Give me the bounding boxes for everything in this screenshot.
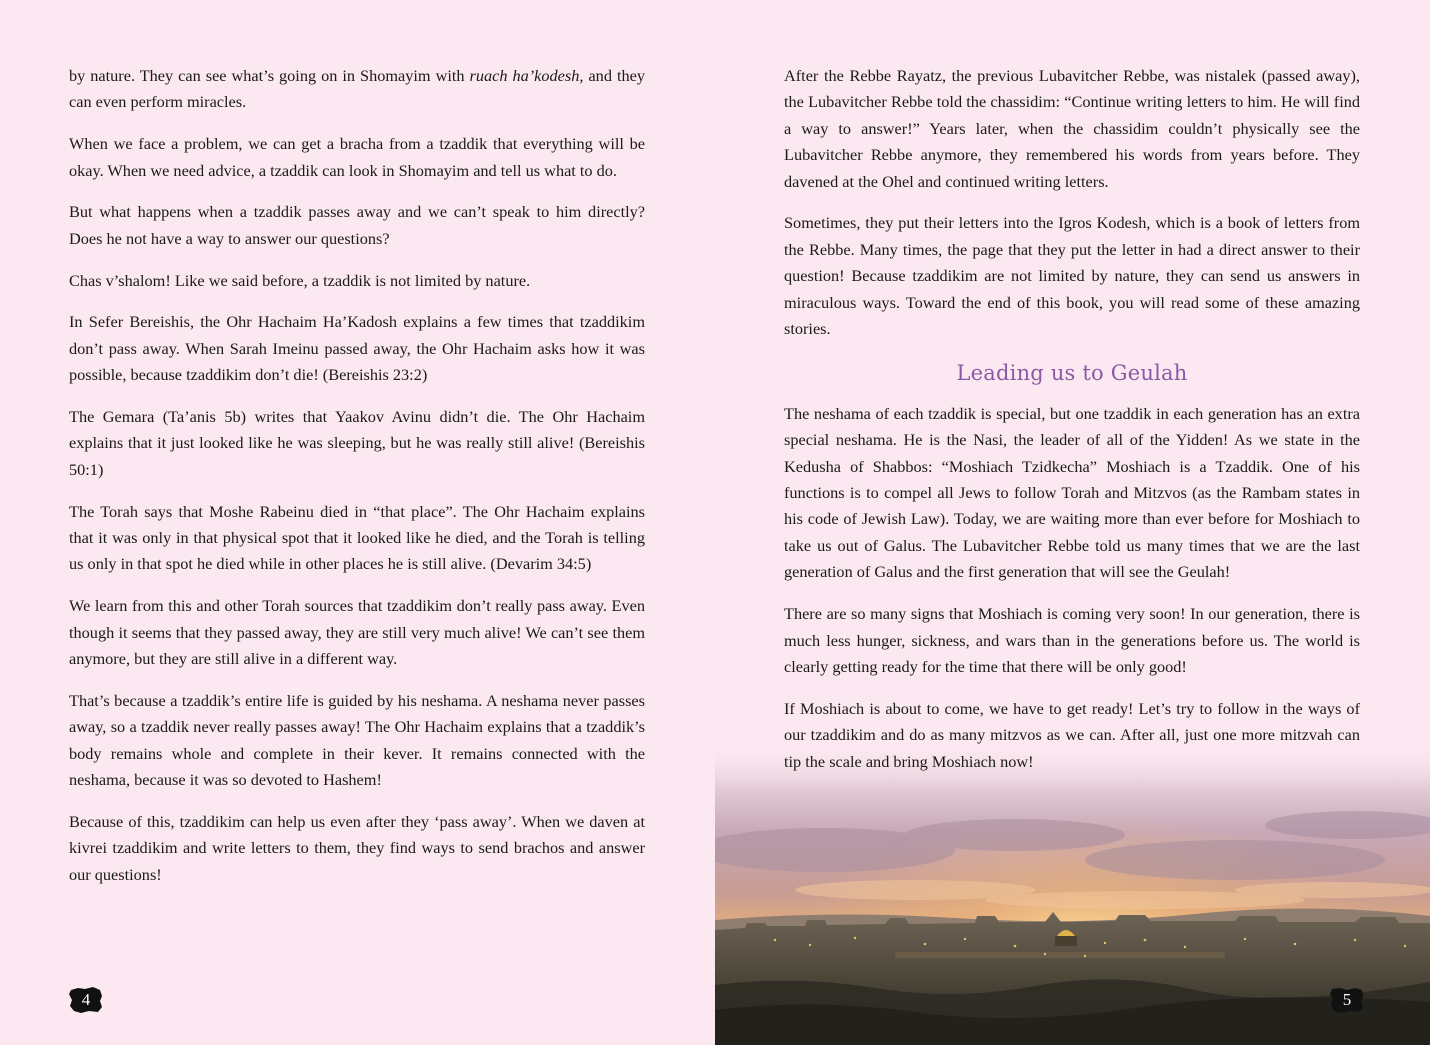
paragraph: The neshama of each tzaddik is special, but one tzaddik in each generation has an extra special neshama. He is the Nasi, the leader of all of the Yidden! As we state in the Kedusha of Shabbos: “Moshiach Tzidkecha” Moshiach is a Tzaddik. One of his functions is to compel all Jews to follow Torah and Mitzvos (as the Rambam states in his code of Jewish Law). Today, we are waiting more than ever before for Moshiach to take us out of Galus. The Lubavitcher Rebbe told us many times that we are the last generation of Galus and the first generation that will see the Geulah! xyxy=(784,403,1360,582)
paragraph: Sometimes, they put their letters into the Igros Kodesh, which is a book of letters from the Rebbe. Many times, the page that they put the letter in had a direct answer to their question! Because tzaddikim are not limited by nature, they can send us answers in miraculous ways. Toward the end of this book, you will read some of these amazing stories. xyxy=(784,213,1360,339)
paragraph: The Torah says that Moshe Rabeinu died in “that place”. The Ohr Hachaim explains that it was only in that physical spot that it looked like he died, and the Torah is telling us only in that spot he died while in other places he is still alive. (Devarim 34:5) xyxy=(69,501,645,574)
page-number-right xyxy=(1330,986,1364,1014)
paragraph: That’s because a tzaddik’s entire life is guided by his neshama. A neshama never passes away, so a tzaddik never really passes away! The Ohr Hachaim explains that a tzaddik’s body remains whole and complete in their kever. It remains connected with the neshama, because it was so devoted to Hashem! xyxy=(69,690,645,790)
paragraph: Because of this, tzaddikim can help us even after they ‘pass away’. When we daven at kivrei tzaddikim and write letters to them, they find ways to send brachos and answer our questions! xyxy=(69,811,645,884)
paragraph: There are so many signs that Moshiach is coming very soon! In our generation, there is much less hunger, sickness, and wars than in the generations before us. The world is clearly getting ready for the time that there will be only good! xyxy=(784,604,1360,676)
paragraph: We learn from this and other Torah sources that tzaddikim don’t really pass away. Even though it seems that they passed away, they are still very much alive! We can’t see them anymore, but they are still alive in a different way. xyxy=(69,596,645,669)
paragraph: If Moshiach is about to come, we have to get ready! Let’s try to follow in the ways of our tzaddikim and do as many mitzvos as we can. After all, just one more mitzvah can tip the scale and bring Moshiach now! xyxy=(784,698,1360,771)
paragraph: The Gemara (Ta’anis 5b) writes that Yaakov Avinu didn’t die. The Ohr Hachaim explains that it just looked like he was sleeping, but he was really still alive! (Bereishis 50:1) xyxy=(69,407,645,479)
right-page xyxy=(715,0,1430,1045)
page-number-text: 5 xyxy=(1342,990,1352,1009)
page-number-text: 4 xyxy=(81,990,91,1009)
paragraph: Chas v’shalom! Like we said before, a tzaddik is not limited by nature. xyxy=(69,270,531,290)
section-heading: Leading us to Geulah xyxy=(956,361,1188,386)
right-text-column xyxy=(784,63,1360,790)
page-number-left xyxy=(69,986,103,1014)
paragraph: In Sefer Bereishis, the Ohr Hachaim Ha’Kadosh explains a few times that tzaddikim don’t pass away. When Sarah Imeinu passed away, the Ohr Hachaim asks how it was possible, because tzaddikim don’t die! (Bereishis 23:2) xyxy=(69,312,645,385)
paragraph: by nature. They can see what’s going on in Shomayim with ruach ha’kodesh, and they can even perform miracles. xyxy=(69,66,645,112)
paragraph: After the Rebbe Rayatz, the previous Lubavitcher Rebbe, was nistalek (passed away), the Lubavitcher Rebbe told the chassidim: “Continue writing letters to him. He will find a way to answer!” Years later, when the chassidim couldn’t physically see the Lubavitcher Rebbe anymore, they remembered his words from years before. They davened at the Ohel and continued writing letters. xyxy=(784,66,1360,191)
paragraph: But what happens when a tzaddik passes away and we can’t speak to him directly? Does he not have a way to answer our questions? xyxy=(69,202,645,248)
paragraph: When we face a problem, we can get a bracha from a tzaddik that everything will be okay. When we need advice, a tzaddik can look in Shomayim and tell us what to do. xyxy=(69,134,645,180)
emphasis-text: ruach ha’kodesh, xyxy=(469,66,584,85)
left-text-column xyxy=(69,63,645,903)
